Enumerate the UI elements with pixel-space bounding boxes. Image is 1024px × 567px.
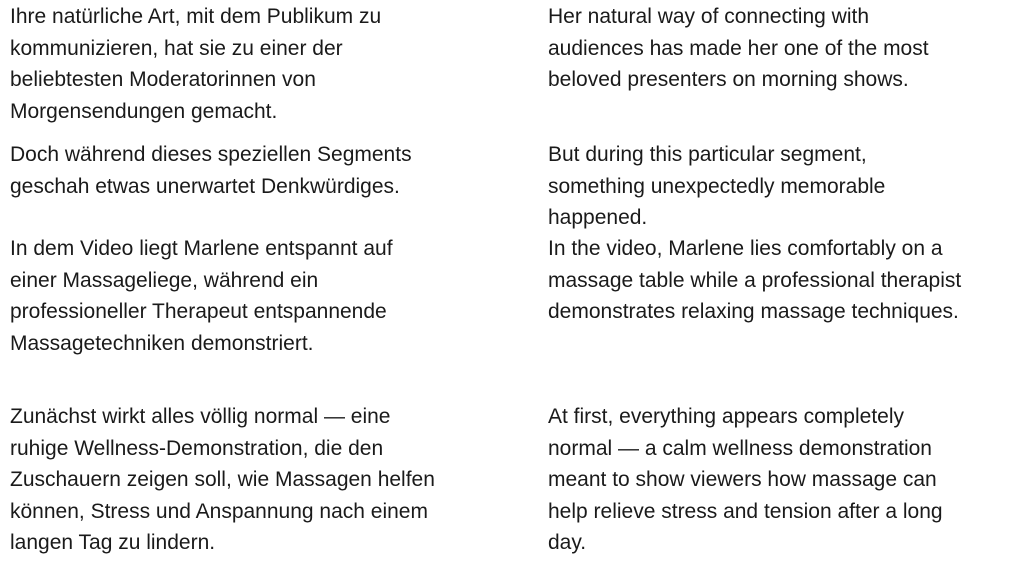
english-paragraph-1: Her natural way of connecting with audiences has made her one of the most beloved presenters on morning shows.	[548, 5, 929, 91]
german-paragraph-1: Ihre natürliche Art, mit dem Publikum zu kommunizieren, hat sie zu einer der beliebtesten Moderatorinnen von Morgensendungen gemacht.	[10, 5, 382, 123]
english-paragraph-3: In the video, Marlene lies comfortably on a massage table while a professional therapist demonstrates relaxing massage techniques.	[548, 237, 962, 323]
german-paragraph-2: Doch während dieses speziellen Segments geschah etwas unerwartet Denkwürdiges.	[10, 143, 412, 198]
german-paragraph-3: In dem Video liegt Marlene entspannt auf einer Massageliege, während ein professioneller Therapeut entspannende Massagetechniken demonstriert.	[10, 237, 393, 355]
english-paragraph-2: But during this particular segment, something unexpectedly memorable happened.	[548, 143, 886, 229]
german-paragraph-4: Zunächst wirkt alles völlig normal — eine ruhige Wellness-Demonstration, die den Zuschauern zeigen soll, wie Massagen helfen können, Stress und Anspannung nach einem langen Tag zu lindern.	[10, 405, 435, 554]
english-paragraph-4: At first, everything appears completely normal — a calm wellness demonstration meant to show viewers how massage can help relieve stress and tension after a long day.	[548, 405, 943, 554]
